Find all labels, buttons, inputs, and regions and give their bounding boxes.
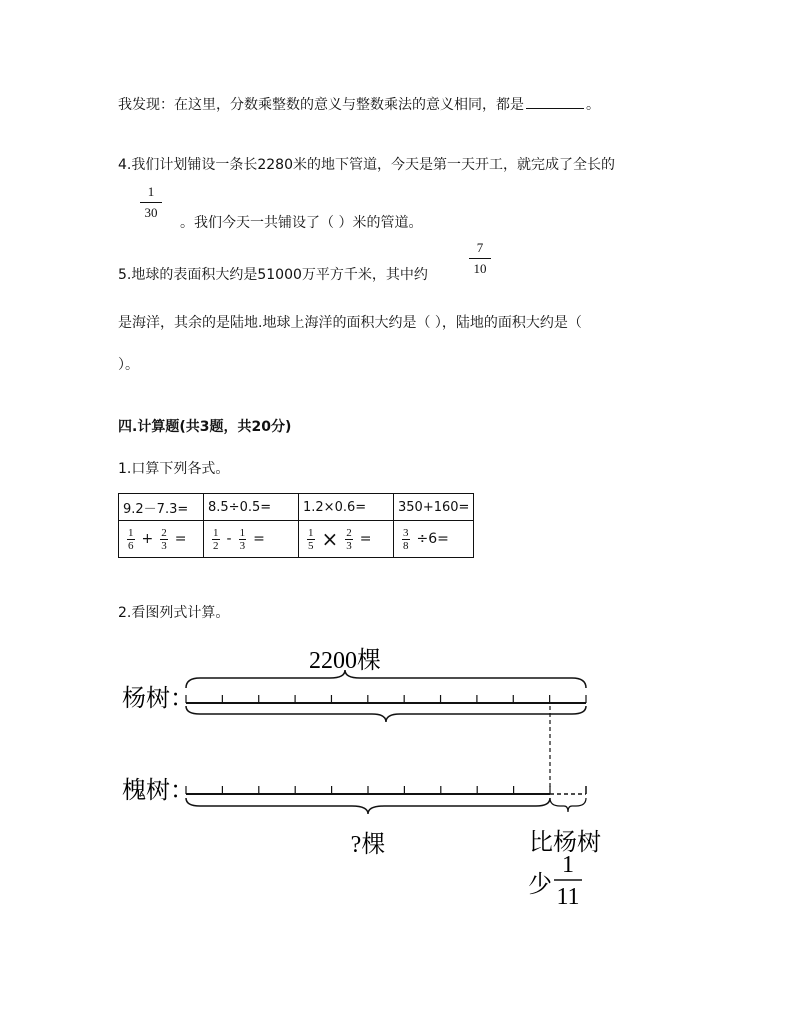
numerator: 1 bbox=[239, 526, 246, 539]
q5-frac-denominator: 10 bbox=[473, 261, 487, 276]
unknown-label: ?棵 bbox=[350, 832, 386, 858]
equals: = bbox=[359, 531, 372, 547]
q4-frac-denominator: 30 bbox=[144, 205, 158, 220]
q5-line2: 是海洋，其余的是陆地.地球上海洋的面积大约是（ ），陆地的面积大约是（ bbox=[118, 315, 582, 331]
q5-frac-numerator: 7 bbox=[476, 240, 484, 255]
compare-prefix: 少 bbox=[528, 872, 552, 898]
denominator: 2 bbox=[213, 539, 219, 552]
q4-line1: 4.我们计划铺设一条长2280米的地下管道，今天是第一天开工，就完成了全长的 bbox=[118, 157, 615, 173]
discovery-suffix: 。 bbox=[586, 97, 600, 113]
fraction bbox=[239, 527, 247, 552]
q4-fraction bbox=[140, 184, 162, 221]
fraction bbox=[307, 527, 315, 552]
table-cell bbox=[204, 521, 299, 558]
denominator: 6 bbox=[128, 539, 134, 552]
operator: + bbox=[141, 531, 154, 547]
section-heading: 四.计算题(共3题，共20分) bbox=[118, 419, 292, 435]
discovery-line bbox=[118, 94, 600, 114]
operator: ÷6= bbox=[416, 531, 449, 547]
numerator: 2 bbox=[161, 526, 167, 539]
fraction bbox=[212, 527, 220, 552]
compare-frac-numerator: 1 bbox=[562, 852, 574, 878]
table-cell: 1.2×0.6= bbox=[299, 494, 394, 521]
poplar-total-label: 2200棵 bbox=[309, 648, 381, 674]
table-cell bbox=[299, 521, 394, 558]
compare-label: 比杨树 bbox=[529, 830, 601, 856]
fraction bbox=[402, 527, 410, 552]
q5-fraction bbox=[469, 240, 491, 277]
table-cell: 9.2－7.3= bbox=[119, 494, 204, 521]
line-segment-diagram bbox=[110, 640, 630, 915]
numerator: 2 bbox=[346, 526, 352, 539]
denominator: 3 bbox=[239, 539, 246, 552]
q4-frac-numerator: 1 bbox=[147, 184, 155, 199]
denominator: 8 bbox=[403, 539, 409, 552]
numerator: 1 bbox=[213, 526, 219, 539]
q5-line3: ）。 bbox=[118, 357, 139, 373]
discovery-text: 我发现：在这里，分数乘整数的意义与整数乘法的意义相同，都是 bbox=[118, 97, 524, 113]
q4-line2: 。我们今天一共铺设了（ ）米的管道。 bbox=[180, 215, 423, 231]
numerator: 1 bbox=[128, 526, 134, 539]
table-row bbox=[119, 494, 474, 521]
fraction-bar bbox=[140, 202, 162, 203]
fraction bbox=[345, 527, 353, 552]
q2-title: 2.看图列式计算。 bbox=[118, 605, 230, 621]
poplar-bottom-brace bbox=[186, 706, 586, 722]
denominator: 3 bbox=[161, 539, 167, 552]
mental-math-table bbox=[118, 493, 474, 558]
fraction-bar bbox=[469, 258, 491, 259]
q1-title: 1.口算下列各式。 bbox=[118, 461, 230, 477]
fraction bbox=[160, 527, 168, 552]
operator: - bbox=[226, 531, 232, 547]
poplar-ticks bbox=[186, 695, 586, 703]
table-cell bbox=[394, 521, 474, 558]
locust-label: 槐树： bbox=[122, 778, 194, 804]
operator: × bbox=[321, 527, 339, 551]
answer-blank[interactable] bbox=[526, 96, 584, 109]
compare-frac-denominator: 11 bbox=[556, 884, 580, 910]
locust-bottom-brace bbox=[186, 798, 550, 814]
table-cell: 350+160= bbox=[394, 494, 474, 521]
q5-line1: 5.地球的表面积大约是51000万平方千米，其中约 bbox=[118, 267, 428, 283]
denominator: 3 bbox=[346, 539, 352, 552]
table-cell: 8.5÷0.5= bbox=[204, 494, 299, 521]
poplar-top-brace bbox=[186, 670, 586, 688]
numerator: 3 bbox=[403, 526, 409, 539]
locust-ticks bbox=[186, 786, 550, 794]
numerator: 1 bbox=[308, 526, 314, 539]
table-cell bbox=[119, 521, 204, 558]
difference-brace bbox=[550, 798, 586, 812]
poplar-label: 杨树： bbox=[122, 686, 194, 712]
equals: = bbox=[174, 531, 187, 547]
denominator: 5 bbox=[308, 539, 314, 552]
table-row bbox=[119, 521, 474, 558]
fraction bbox=[127, 527, 135, 552]
equals: = bbox=[253, 531, 265, 547]
